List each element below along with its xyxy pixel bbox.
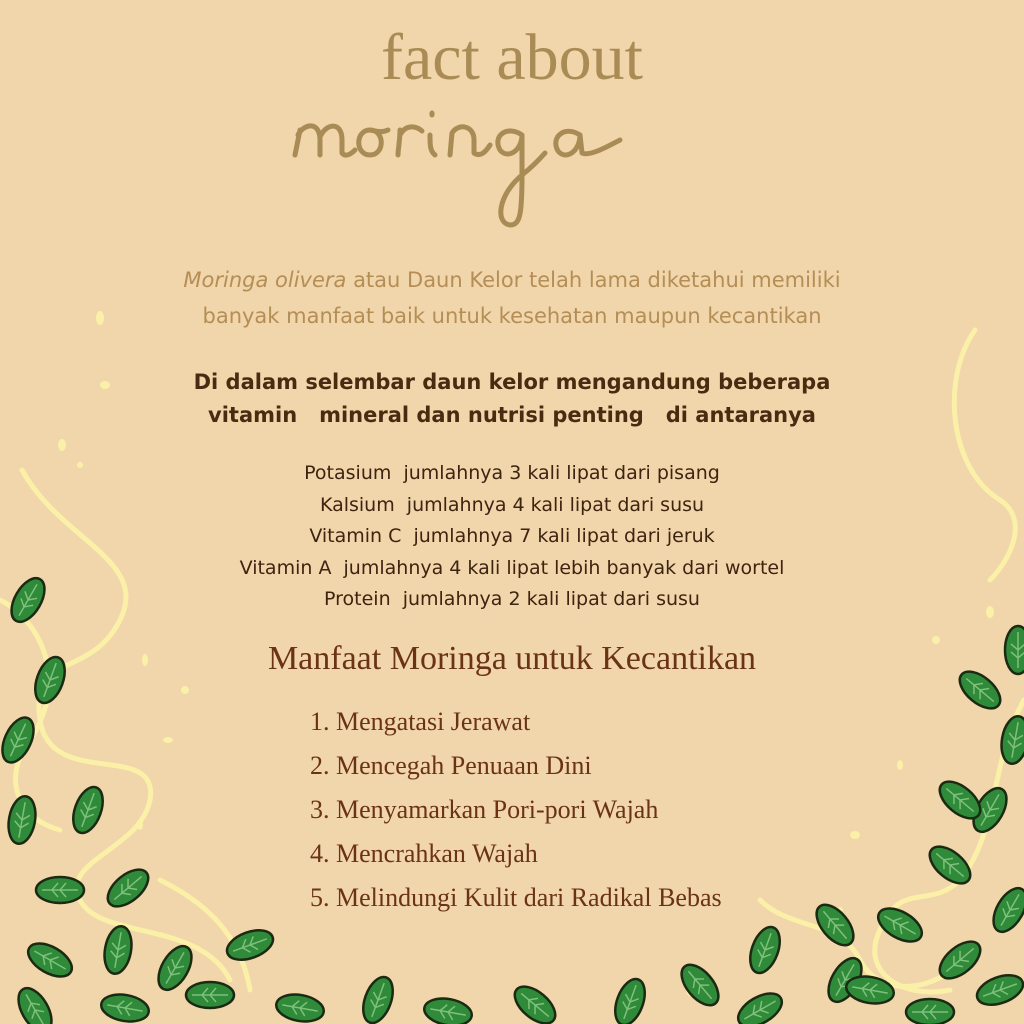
leaf-icon [923, 840, 976, 891]
benefit-item: 2. Mencegah Penuaan Dini [310, 751, 592, 780]
fact-item: Protein jumlahnya 2 kali lipat dari susu [324, 588, 700, 610]
leaf-icon [987, 883, 1024, 938]
benefit-item: 5. Melindungi Kulit dari Radikal Bebas [310, 883, 722, 912]
leaf-icon [810, 898, 861, 951]
leaf-icon [508, 980, 561, 1024]
leaf-icon [36, 877, 84, 903]
leaf-icon [844, 973, 896, 1007]
leaf-icon [223, 925, 277, 966]
leaf-icon [5, 794, 39, 846]
intro-paragraph [0, 262, 1024, 334]
leaf-icon [0, 713, 40, 767]
leaf-icon [23, 937, 78, 984]
fact-item: Vitamin A jumlahnya 4 kali lipat lebih banyak dari wortel [239, 556, 785, 579]
benefits-heading: Manfaat Moringa untuk Kecantikan [267, 640, 757, 677]
leaf-icon [967, 783, 1014, 838]
fact-item: Kalsium jumlahnya 4 kali lipat dari susu [319, 493, 705, 516]
leaf-icon [998, 714, 1024, 766]
intro-line-1 [0, 262, 1024, 298]
leaf-icon [12, 983, 59, 1024]
leaf-icon [101, 924, 135, 976]
leaf-icon [358, 973, 399, 1024]
leaf-icon [101, 863, 154, 914]
vitamins-line-1: Di dalam selembar daun kelor mengandung beberapa [193, 370, 831, 394]
latin-name: Moringa olivera [183, 268, 347, 292]
leaf-icon [822, 953, 869, 1008]
benefit-item: 1. Mengatasi Jerawat [310, 707, 531, 736]
benefit-item: 3. Menyamarkan Pori-pori Wajah [310, 795, 659, 824]
benefit-item: 4. Mencrahkan Wajah [310, 839, 538, 868]
title-moringa-logo [270, 95, 710, 245]
leaf-icon [422, 995, 474, 1024]
vitamins-paragraph [0, 366, 1024, 432]
leaf-icon [68, 783, 109, 837]
leaf-icon [933, 935, 986, 986]
leaf-icon [906, 999, 954, 1024]
intro-line-1-text: atau Daun Kelor telah lama diketahui memiliki [346, 268, 841, 292]
leaf-icon [873, 902, 928, 949]
title-fact-about: fact about [380, 21, 644, 94]
vitamins-line-2: vitamin mineral dan nutrisi penting di antaranya [208, 403, 816, 427]
leaf-icon [274, 991, 326, 1024]
leaf-icon [610, 975, 651, 1024]
leaf-icon [152, 941, 199, 996]
nutrient-facts-list [0, 458, 1024, 616]
leaf-icon [675, 958, 726, 1011]
fact-item: Potasium jumlahnya 3 kali lipat dari pisang [304, 462, 720, 484]
leaf-icon [733, 987, 788, 1024]
leaf-icon [186, 982, 234, 1008]
leaf-icon [973, 970, 1024, 1011]
intro-line-2: banyak manfaat baik untuk kesehatan maupun kecantikan [202, 304, 822, 328]
leaf-icon [99, 991, 151, 1024]
fact-item: Vitamin C jumlahnya 7 kali lipat dari jeruk [309, 525, 715, 547]
leaf-icon [745, 923, 786, 977]
leaf-icon [933, 775, 986, 826]
benefits-list [310, 700, 722, 920]
